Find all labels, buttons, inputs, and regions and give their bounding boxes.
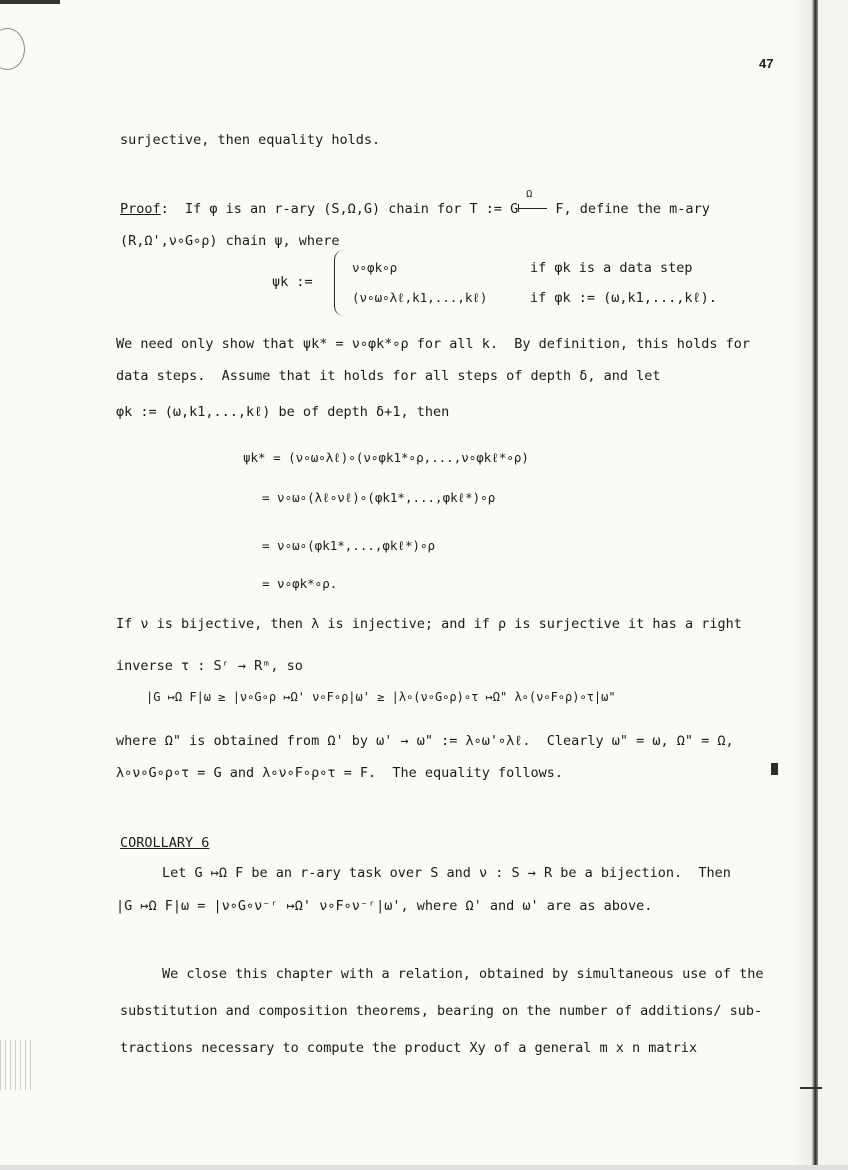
equation-line: = ν∘φk*∘ρ. bbox=[262, 576, 338, 591]
text-line: data steps. Assume that it holds for all steps of depth δ, and let bbox=[116, 368, 661, 384]
equation-line: = ν∘ω∘(φk1*,...,φkℓ*)∘ρ bbox=[262, 538, 436, 553]
text-line: We close this chapter with a relation, obtained by simultaneous use of the bbox=[162, 966, 764, 982]
text-line: We need only show that ψk* = ν∘φk*∘ρ for all k. By definition, this holds for bbox=[116, 336, 750, 352]
text-line: If ν is bijective, then λ is injective; and if ρ is surjective it has a right bbox=[116, 616, 742, 632]
case-1-expression: ν∘φk∘ρ bbox=[352, 260, 398, 275]
text-line: inverse τ : Sʳ → Rᵐ, so bbox=[116, 658, 303, 674]
text-line: substitution and composition theorems, bearing on the number of additions/ sub- bbox=[120, 1003, 763, 1019]
scan-margin-mark bbox=[0, 28, 25, 70]
psi-definition-lhs: ψk := bbox=[272, 274, 313, 290]
text-line: λ∘ν∘G∘ρ∘τ = G and λ∘ν∘F∘ρ∘τ = F. The equality follows. bbox=[116, 765, 564, 781]
qed-mark bbox=[771, 763, 778, 775]
scan-dash-mark bbox=[800, 1087, 822, 1089]
case-1-condition: if φk is a data step bbox=[530, 260, 693, 276]
text-line: (R,Ω',ν∘G∘ρ) chain ψ, where bbox=[120, 233, 340, 249]
text-line: Let G ↦Ω F be an r-ary task over S and ν : S → R be a bijection. Then bbox=[162, 865, 731, 881]
proof-label: Proof bbox=[120, 201, 161, 217]
maps-to-arrow: Ω bbox=[518, 201, 547, 217]
case-2-condition: if φk := (ω,k1,...,kℓ). bbox=[530, 290, 717, 306]
corollary-heading: COROLLARY 6 bbox=[120, 835, 210, 851]
inequality-line: |G ↦Ω F|ω ≥ |ν∘G∘ρ ↦Ω' ν∘F∘ρ|ω' ≥ |λ∘(ν∘G∘ρ)∘τ ↦Ω" λ∘(ν∘F∘ρ)∘τ|ω" bbox=[146, 690, 616, 704]
proof-line bbox=[120, 189, 710, 217]
text-span: F, define the m-ary bbox=[547, 201, 710, 217]
scan-shade bbox=[792, 0, 812, 1170]
text-line: surjective, then equality holds. bbox=[120, 132, 381, 148]
equation-line: = ν∘ω∘(λℓ∘νℓ)∘(φk1*,...,φkℓ*)∘ρ bbox=[262, 490, 496, 505]
text-span: : If φ is an r-ary (S,Ω,G) chain for T := G bbox=[160, 201, 519, 217]
text-line: where Ω" is obtained from Ω' by ω' → ω" := λ∘ω'∘λℓ. Clearly ω" = ω, Ω" = Ω, bbox=[116, 733, 734, 749]
scan-edge-mark bbox=[0, 0, 60, 4]
scan-margin bbox=[818, 0, 848, 1170]
equation-line: ψk* = (ν∘ω∘λℓ)∘(ν∘φk1*∘ρ,...,ν∘φkℓ*∘ρ) bbox=[243, 450, 529, 465]
text-line: φk := (ω,k1,...,kℓ) be of depth δ+1, then bbox=[116, 404, 450, 420]
case-2-expression: (ν∘ω∘λℓ,k1,...,kℓ) bbox=[352, 290, 488, 305]
page-number: 47 bbox=[759, 56, 774, 71]
scan-bottom-edge bbox=[0, 1165, 848, 1170]
text-line: tractions necessary to compute the product Xy of a general m x n matrix bbox=[120, 1040, 698, 1056]
scan-edge-marks bbox=[0, 1040, 32, 1090]
left-brace bbox=[334, 250, 347, 316]
text-line: |G ↦Ω F|ω = |ν∘G∘ν⁻ʳ ↦Ω' ν∘F∘ν⁻ʳ|ω', where Ω' and ω' are as above. bbox=[116, 898, 653, 914]
